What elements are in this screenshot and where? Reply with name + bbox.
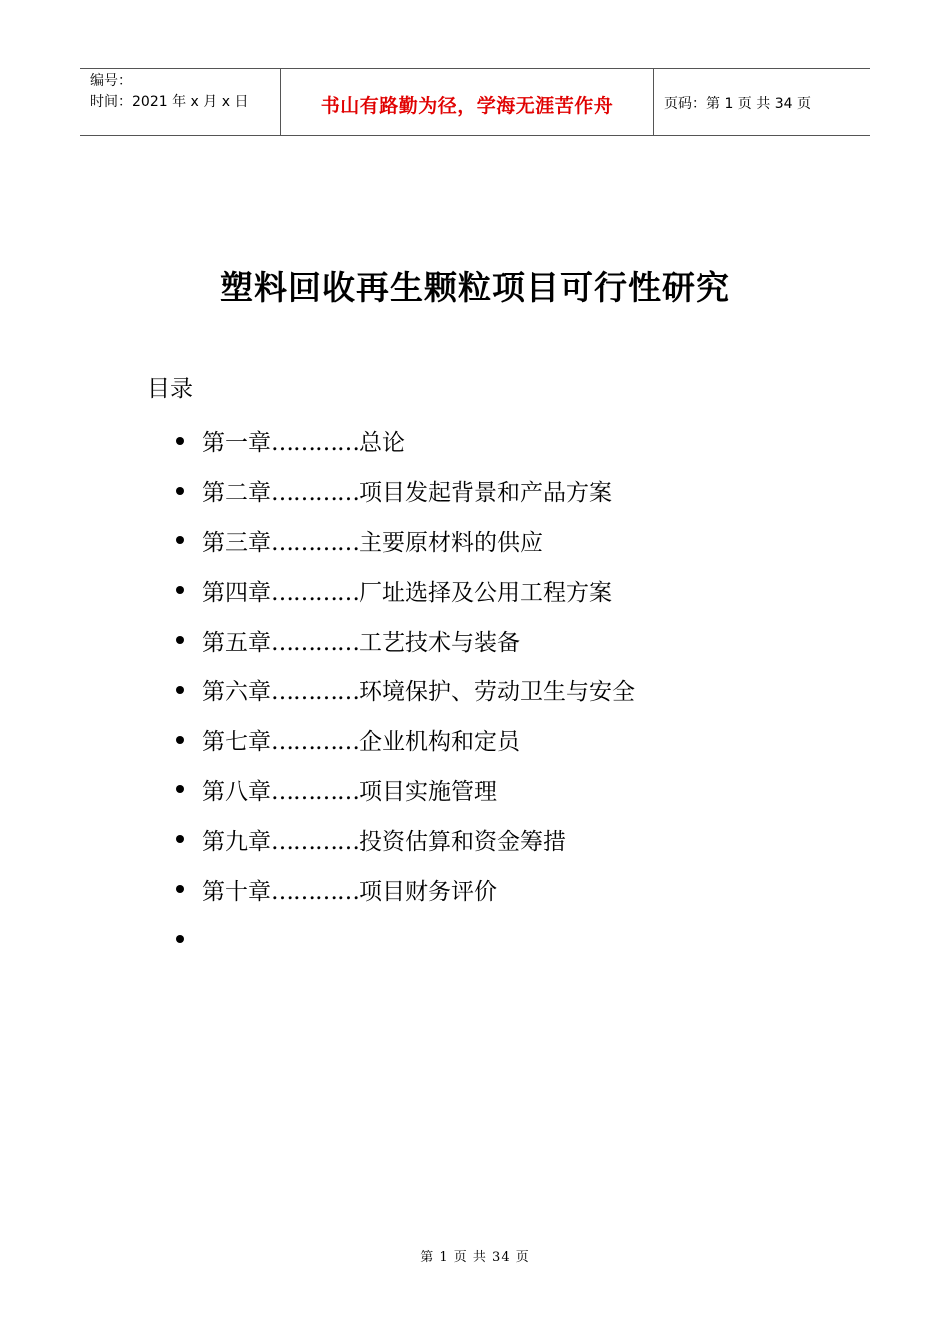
page-footer: 第 1 页 共 34 页 [420, 1250, 530, 1265]
toc-leader-dots: ………… [271, 828, 359, 855]
toc-leader-dots: ………… [271, 480, 359, 507]
toc-topic: 厂址选择及公用工程方案 [359, 579, 612, 606]
toc-leader-dots: ………… [271, 679, 359, 706]
toc-topic: 企业机构和定员 [359, 729, 520, 756]
document-title: 塑料回收再生颗粒项目可行性研究 [220, 268, 730, 307]
toc-chapter: 第二章 [202, 480, 271, 507]
toc-item-chapter-6[interactable] [0, 665, 950, 715]
document-number-label: 编号： [90, 73, 132, 89]
toc-topic: 环境保护、劳动卫生与安全 [359, 679, 635, 706]
toc-item-chapter-9[interactable] [0, 814, 950, 864]
toc-chapter: 第三章 [202, 529, 271, 556]
bullet-icon [176, 736, 184, 744]
toc-item-chapter-1[interactable] [0, 416, 950, 466]
toc-topic: 主要原材料的供应 [359, 529, 543, 556]
table-of-contents [0, 416, 950, 964]
toc-leader-dots: ………… [271, 430, 359, 457]
toc-topic: 项目实施管理 [359, 778, 497, 805]
header-page-info: 页码：第 1 页 共 34 页 [664, 96, 811, 112]
toc-leader-dots: ………… [271, 629, 359, 656]
toc-chapter: 第八章 [202, 778, 271, 805]
toc-item-chapter-5[interactable] [0, 615, 950, 665]
toc-leader-dots: ………… [271, 778, 359, 805]
toc-chapter: 第七章 [202, 729, 271, 756]
bullet-icon [176, 686, 184, 694]
toc-item-chapter-10[interactable] [0, 864, 950, 914]
bullet-icon [176, 835, 184, 843]
page-header [80, 68, 870, 136]
bullet-icon [176, 885, 184, 893]
toc-item-chapter-2[interactable] [0, 466, 950, 516]
toc-item-chapter-4[interactable] [0, 565, 950, 615]
toc-leader-dots: ………… [271, 579, 359, 606]
document-time-label: 时间：2021 年 x 月 x 日 [90, 94, 249, 110]
bullet-icon [176, 785, 184, 793]
bullet-icon [176, 586, 184, 594]
toc-topic: 总论 [359, 430, 405, 457]
bullet-icon [176, 636, 184, 644]
toc-item-empty [0, 914, 950, 964]
toc-item-chapter-8[interactable] [0, 765, 950, 815]
toc-topic: 投资估算和资金筹措 [359, 828, 566, 855]
toc-topic: 项目发起背景和产品方案 [359, 480, 612, 507]
toc-chapter: 第五章 [202, 629, 271, 656]
bullet-icon [176, 487, 184, 495]
header-motto: 书山有路勤为径，学海无涯苦作舟 [281, 69, 654, 135]
bullet-icon [176, 437, 184, 445]
toc-topic: 工艺技术与装备 [359, 629, 520, 656]
bullet-icon [176, 536, 184, 544]
toc-chapter: 第六章 [202, 679, 271, 706]
toc-item-chapter-7[interactable] [0, 715, 950, 765]
bullet-icon [176, 935, 184, 943]
toc-item-chapter-3[interactable] [0, 516, 950, 566]
toc-heading: 目录 [147, 376, 193, 402]
toc-chapter: 第十章 [202, 878, 271, 905]
toc-chapter: 第四章 [202, 579, 271, 606]
toc-chapter: 第九章 [202, 828, 271, 855]
toc-leader-dots: ………… [271, 729, 359, 756]
header-meta-cell [80, 69, 281, 135]
toc-leader-dots: ………… [271, 529, 359, 556]
toc-chapter: 第一章 [202, 430, 271, 457]
toc-leader-dots: ………… [271, 878, 359, 905]
toc-topic: 项目财务评价 [359, 878, 497, 905]
